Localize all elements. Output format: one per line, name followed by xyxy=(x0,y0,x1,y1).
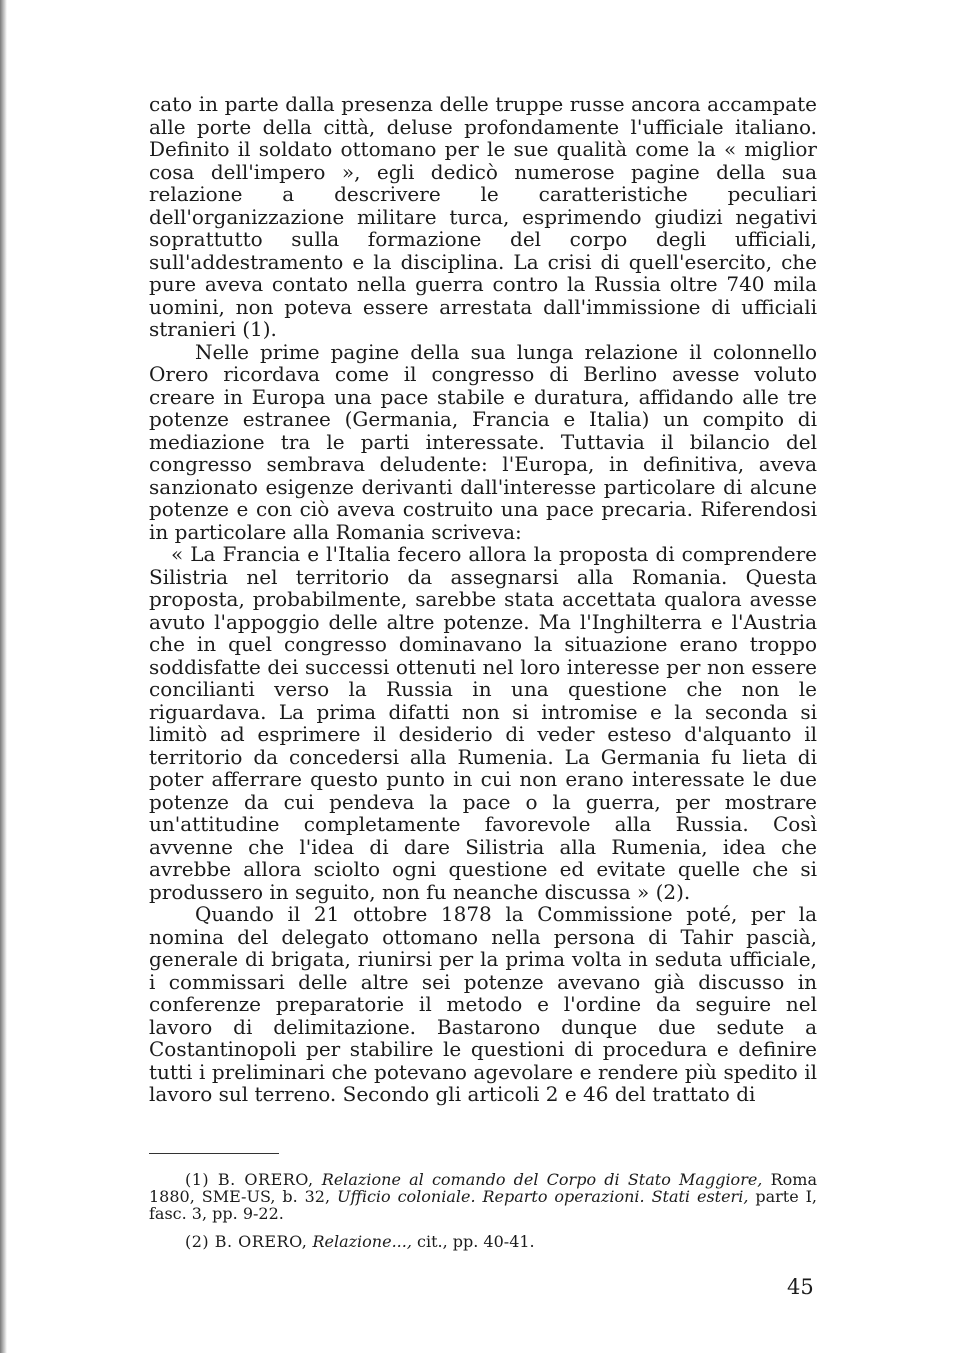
footnote-1 xyxy=(149,1171,817,1222)
footnote-1-mid: Roma 1880, SME-US, b. 32, xyxy=(149,1170,817,1206)
paragraph-continued: cato in parte dalla presenza delle truppe russe ancora accampate alle porte della città, deluse profondamente l'ufficiale italiano. Definito il soldato ottomano per le sue qualità come la « miglior cosa dell'impero », egli dedicò numerose pagine della sua relazione a descrivere le caratteristiche peculiari dell'organizzazione militare turca, esprimendo giudizi negativi soprattutto sulla formazione del corpo degli ufficiali, sull'addestramento e la disciplina. La crisi di quell'esercito, che pure aveva contato nella guerra contro la Russia oltre 740 mila uomini, non poteva essere arrestata dall'immissione di ufficiali stranieri (1). xyxy=(149,92,817,341)
footnote-2-title: Relazione..., xyxy=(312,1232,412,1251)
footnote-1-title2: Ufficio coloniale. Reparto operazioni. Stati esteri, xyxy=(337,1187,749,1206)
footnote-divider xyxy=(149,1153,279,1154)
main-text xyxy=(149,93,817,1106)
footnote-1-marker: (1) B. ORERO, xyxy=(185,1170,314,1189)
footnotes xyxy=(149,1171,817,1261)
paragraph-commission: Quando il 21 ottobre 1878 la Commissione poté, per la nomina del delegato ottomano nella persona di Tahir pascià, generale di brigata, riunirsi per la prima volta in seduta ufficiale, i commissari delle altre sei potenze avevano già discusso in conferenze preparatorie il metodo e l'ordine da seguire nel lavoro di delimitazione. Bastarono dunque due sedute a Costantinopoli per stabilire le questioni di procedura e definire tutti i preliminari che potevano agevolare e rendere più spedito il lavoro sul terreno. Secondo gli articoli 2 e 46 del trattato di xyxy=(149,902,817,1106)
footnote-1-tail: parte I, fasc. 3, pp. 9-22. xyxy=(149,1187,818,1223)
footnote-2-marker: (2) B. ORERO, xyxy=(185,1232,308,1251)
footnote-2-tail: cit., pp. 40-41. xyxy=(417,1232,535,1251)
block-quote: « La Francia e l'Italia fecero allora la proposta di comprendere Silistria nel territorio da assegnarsi alla Romania. Questa proposta, probabilmente, sarebbe stata accettata qualora avesse avuto l'appoggio delle altre potenze. Ma l'Inghilterra e l'Austria che in quel congresso dominavano la situazione erano troppo soddisfatte dei successi ottenuti nel loro interesse per non essere concilianti verso la Russia in una questione che non le riguardava. La prima difatti non si intromise e la seconda si limitò ad esprimere il desiderio di veder esteso d'alquanto il territorio da concedersi alla Rumenia. La Germania fu lieta di poter afferrare questo punto in cui non erano interessate le due potenze da cui pendeva la pace o la guerra, per mostrare un'attitudine completamente favorevole alla Russia. Così avvenne che l'idea di dare Silistria alla Rumenia, idea che avrebbe allora sciolto ogni questione ed evitate quelle che si produssero in seguito, non fu neanche discussa » (2). xyxy=(149,542,817,904)
scan-page-edge xyxy=(0,0,7,1353)
page-number: 45 xyxy=(787,1275,814,1299)
footnote-2 xyxy=(149,1233,817,1250)
paragraph-orero-report: Nelle prime pagine della sua lunga relazione il colonnello Orero ricordava come il congresso di Berlino avesse voluto creare in Europa una pace stabile e duratura, affidando alle tre potenze estranee (Germania, Francia e Italia) un compito di mediazione tra le parti interessate. Tuttavia il bilancio del congresso sembrava deludente: l'Europa, in definitiva, aveva sanzionato esigenze derivanti dall'interesse particolare di alcune potenze e con ciò aveva costruito una pace precaria. Riferendosi in particolare alla Romania scriveva: xyxy=(149,339,817,544)
footnote-1-title: Relazione al comando del Corpo di Stato Maggiore, xyxy=(321,1170,763,1189)
